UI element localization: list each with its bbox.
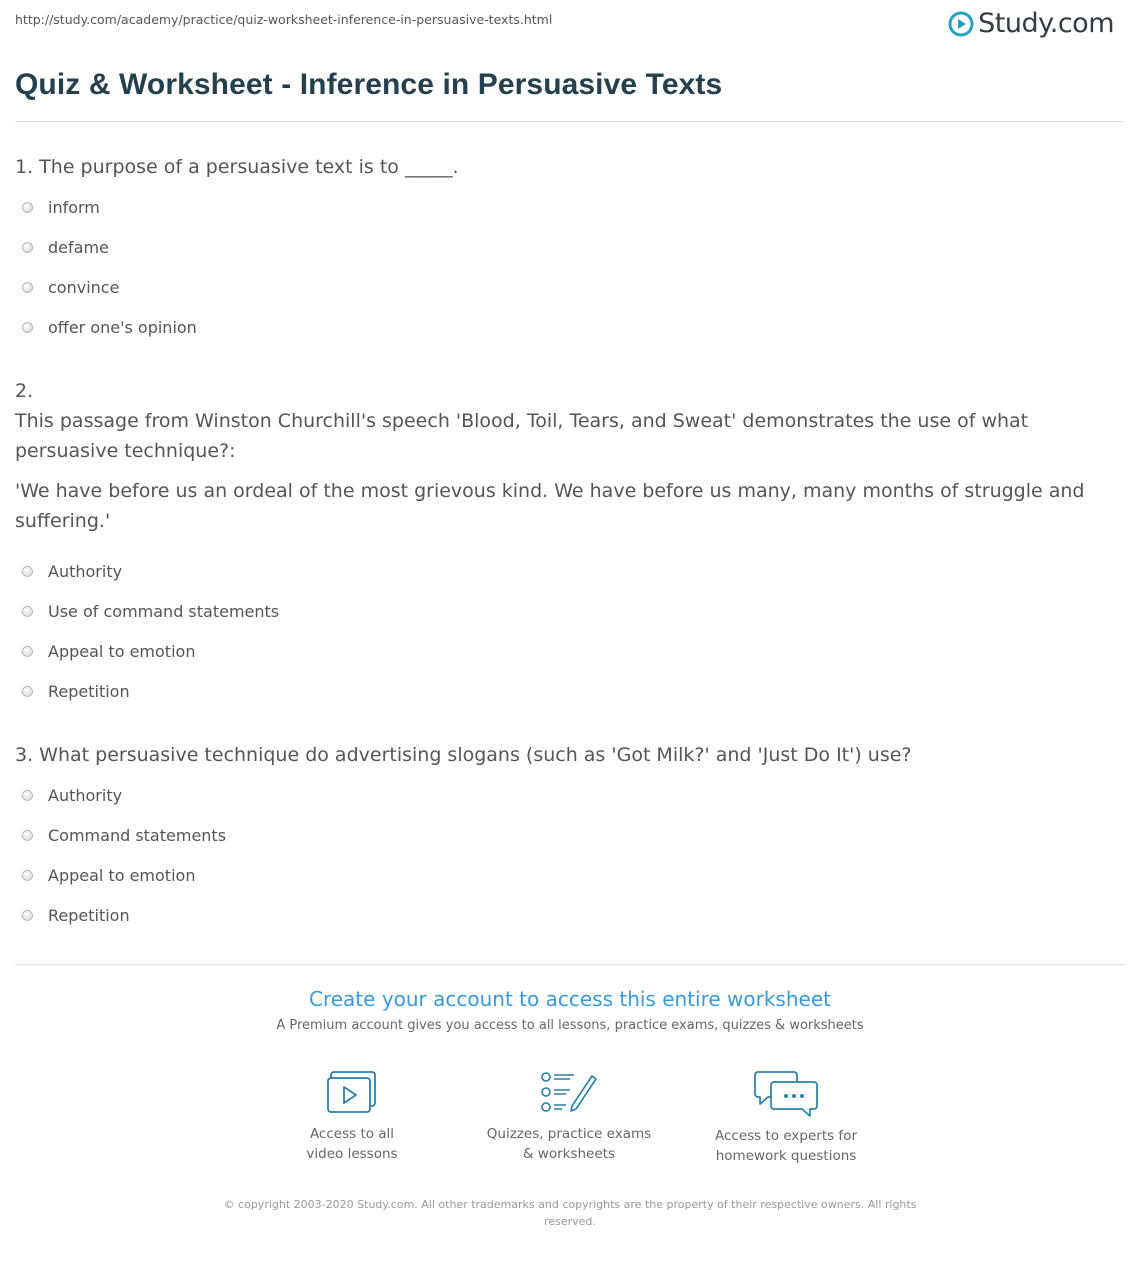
answer-option[interactable] <box>22 786 122 805</box>
answer-option[interactable] <box>22 318 197 337</box>
chat-experts-icon <box>754 1070 818 1118</box>
question-2-text: This passage from Winston Churchill's speech 'Blood, Toil, Tears, and Sweat' demonstrates the use of what persuasive technique?: <box>15 410 1029 462</box>
radio-button[interactable] <box>22 202 33 213</box>
answer-label: Appeal to emotion <box>48 866 196 885</box>
feature-line: homework questions <box>715 1148 857 1164</box>
feature-experts <box>686 1070 886 1166</box>
radio-button[interactable] <box>22 686 33 697</box>
page-url: http://study.com/academy/practice/quiz-worksheet-inference-in-persuasive-texts.html <box>15 12 553 27</box>
copyright-notice: © copyright 2003-2020 Study.com. All other trademarks and copyrights are the property of their respective owners. All rights reserved. <box>223 1198 917 1228</box>
logo-text: Study.com <box>978 8 1114 39</box>
answer-label: Repetition <box>48 682 130 701</box>
answer-label: Authority <box>48 786 123 805</box>
answer-option[interactable] <box>22 278 119 297</box>
radio-button[interactable] <box>22 322 33 333</box>
answer-label: Authority <box>48 562 123 581</box>
answer-option[interactable] <box>22 906 130 925</box>
feature-line: & worksheets <box>522 1146 615 1162</box>
quiz-checklist-icon <box>540 1070 598 1116</box>
question-number: 2. <box>15 380 34 402</box>
answer-option[interactable] <box>22 682 130 701</box>
answer-option[interactable] <box>22 826 226 845</box>
answer-option[interactable] <box>22 866 195 885</box>
question-2 <box>15 376 1125 536</box>
feature-line: Access to all <box>309 1126 395 1142</box>
feature-video-lessons <box>252 1070 452 1164</box>
video-lesson-icon <box>326 1070 378 1116</box>
question-3-text: 3. What persuasive technique do advertising slogans (such as 'Got Milk?' and 'Just Do It') use? <box>15 744 912 766</box>
radio-button[interactable] <box>22 910 33 921</box>
study-logo[interactable] <box>948 8 1114 39</box>
page-title: Quiz & Worksheet - Inference in Persuasive Texts <box>15 68 723 101</box>
answer-label: offer one's opinion <box>48 318 197 337</box>
answer-option[interactable] <box>22 602 279 621</box>
feature-line: Access to experts for <box>714 1128 857 1144</box>
answer-label: convince <box>48 278 120 297</box>
answer-label: inform <box>48 198 100 217</box>
radio-button[interactable] <box>22 282 33 293</box>
answer-label: Appeal to emotion <box>48 642 196 661</box>
title-divider <box>15 121 1125 122</box>
radio-button[interactable] <box>22 830 33 841</box>
radio-button[interactable] <box>22 870 33 881</box>
radio-button[interactable] <box>22 646 33 657</box>
radio-button[interactable] <box>22 606 33 617</box>
radio-button[interactable] <box>22 790 33 801</box>
answer-option[interactable] <box>22 562 122 581</box>
answer-option[interactable] <box>22 238 109 257</box>
answer-label: Command statements <box>48 826 227 845</box>
radio-button[interactable] <box>22 242 33 253</box>
question-1-text: 1. The purpose of a persuasive text is to _____. <box>15 156 459 178</box>
radio-button[interactable] <box>22 566 33 577</box>
section-divider <box>15 964 1125 965</box>
feature-quizzes <box>469 1070 669 1164</box>
play-logo-icon <box>948 11 974 37</box>
question-2-quote: 'We have before us an ordeal of the most grievous kind. We have before us many, many months of struggle and suffering.' <box>15 480 1085 532</box>
answer-label: Repetition <box>48 906 130 925</box>
create-account-link[interactable]: Create your account to access this entire worksheet <box>309 987 831 1011</box>
premium-description: A Premium account gives you access to all lessons, practice exams, quizzes & worksheets <box>276 1018 864 1033</box>
answer-label: Use of command statements <box>48 602 280 621</box>
feature-line: Quizzes, practice exams <box>486 1126 652 1142</box>
answer-label: defame <box>48 238 109 257</box>
feature-line: video lessons <box>306 1146 398 1162</box>
answer-option[interactable] <box>22 642 195 661</box>
answer-option[interactable] <box>22 198 100 217</box>
